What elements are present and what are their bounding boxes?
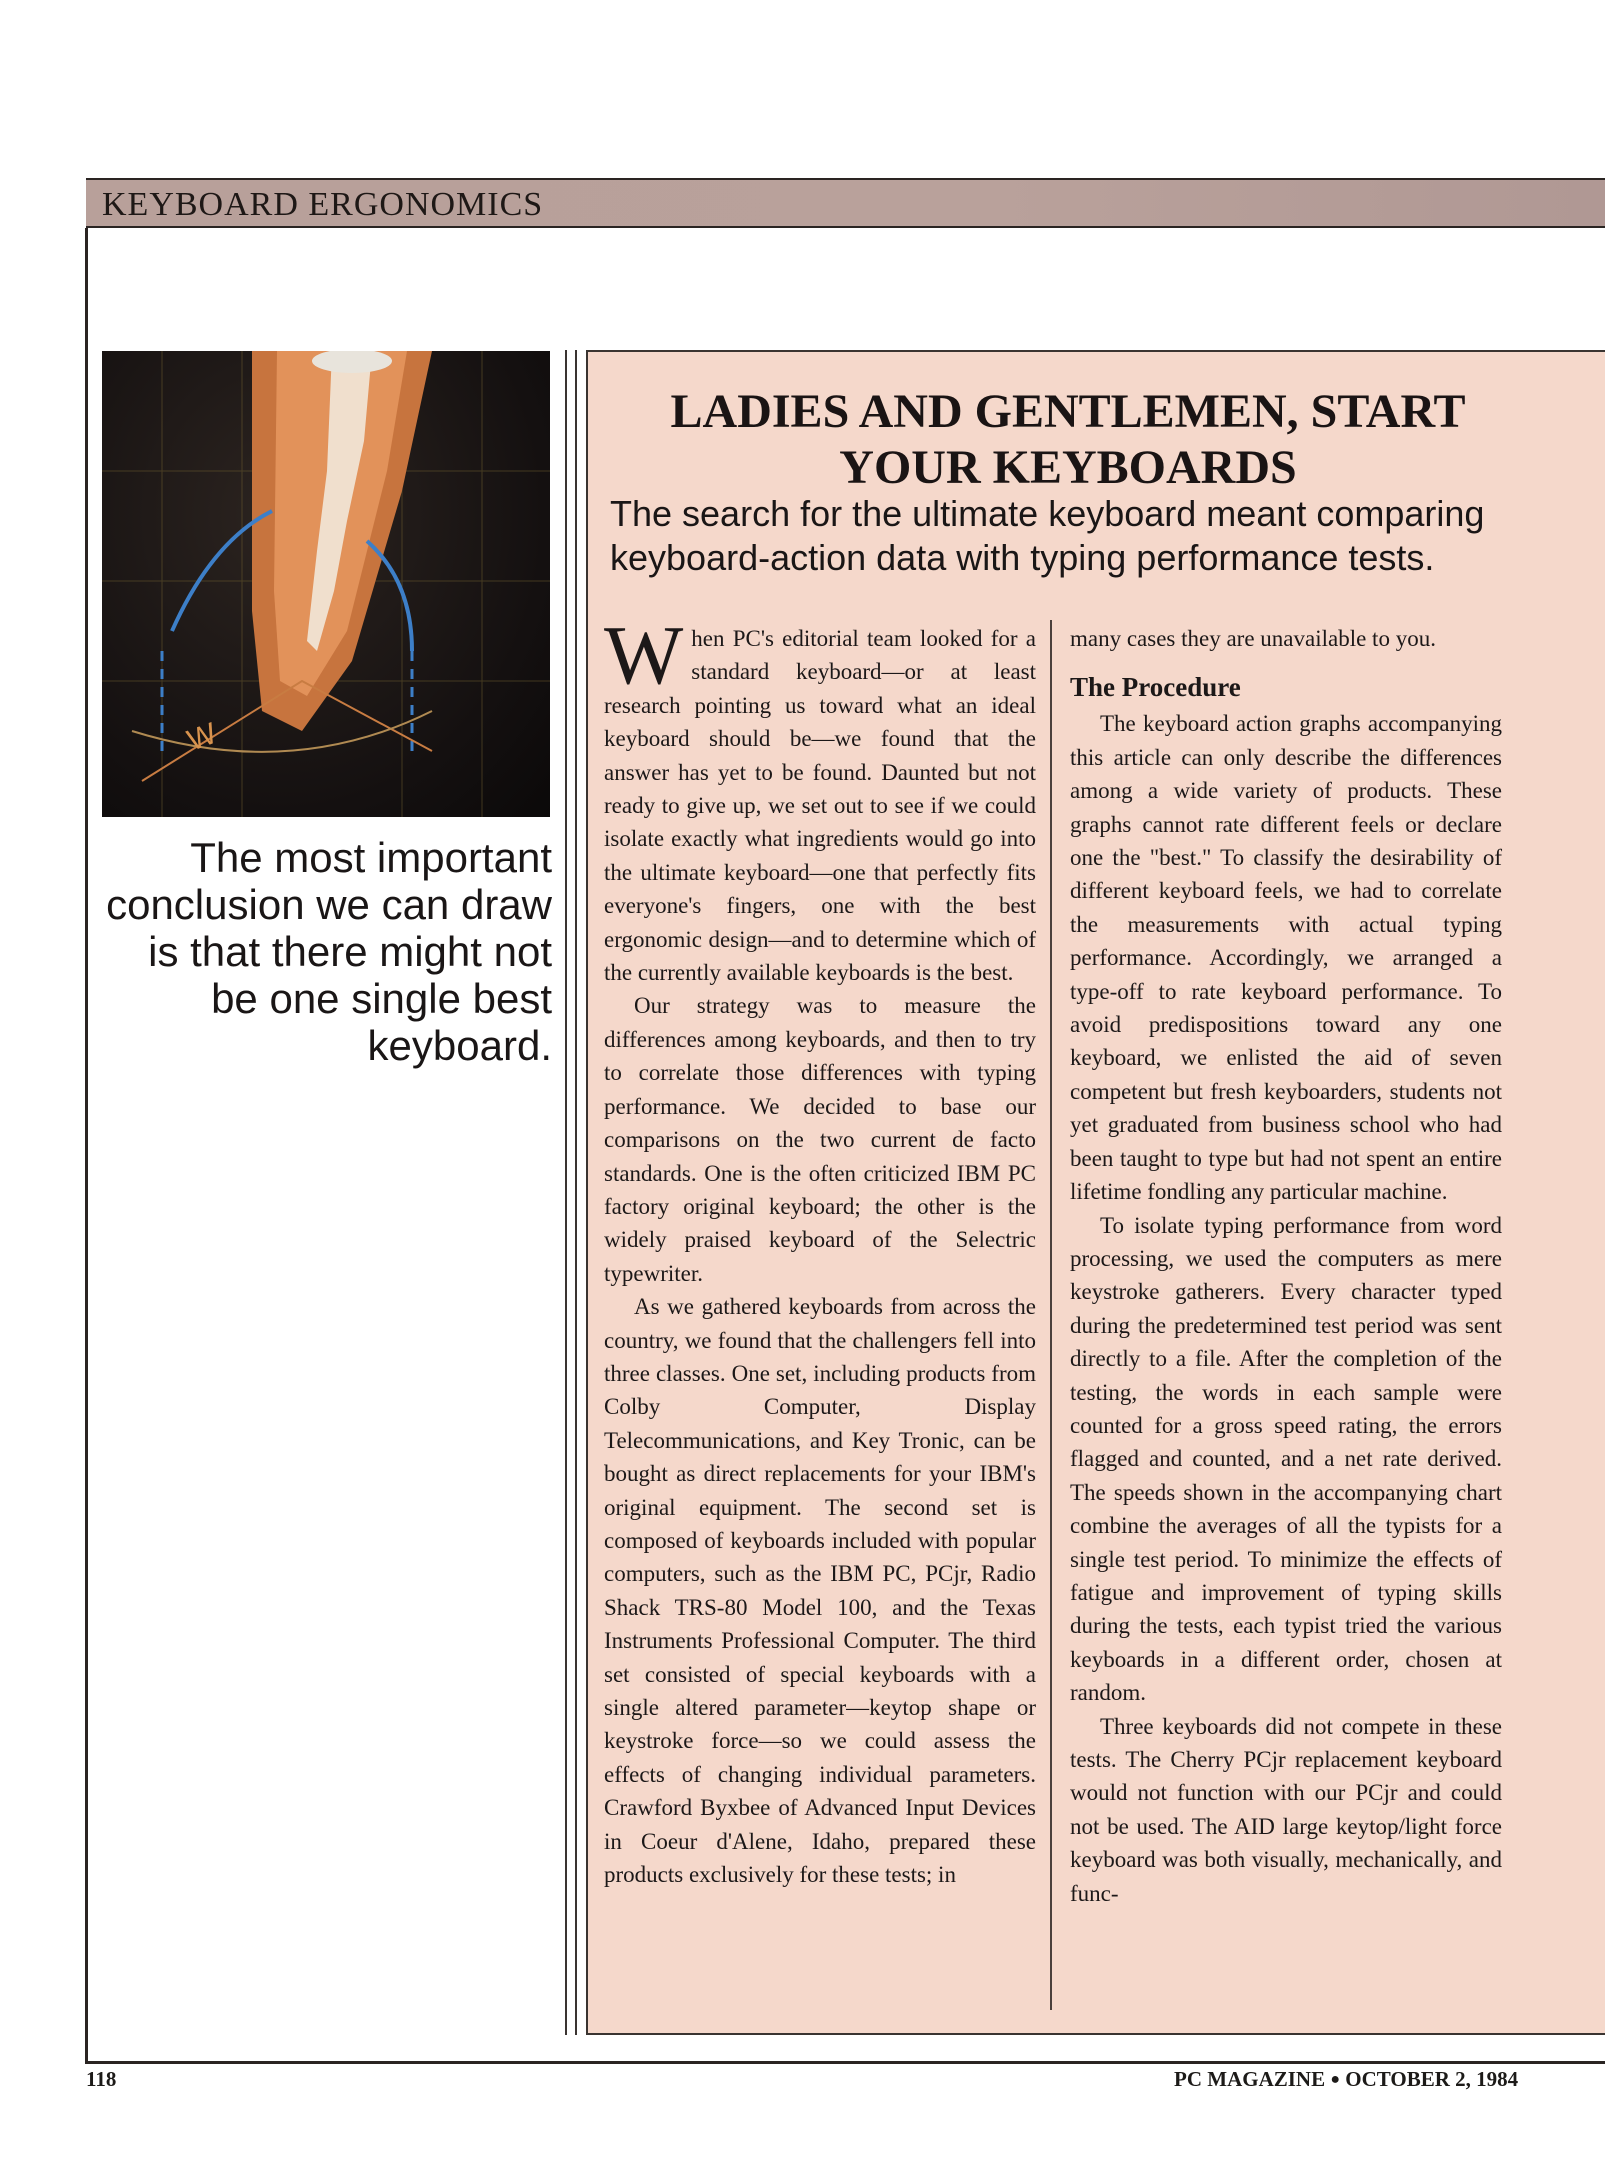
bullet-icon: ●: [1330, 2071, 1341, 2088]
paragraph: The keyboard action graphs accompanying this article can only describe the differences among a wide variety of products. These graphs cannot rate different feels or declare one the "best." To classify the desirability of different keyboard feels, we had to correlate the measurements with actual typing performance. Accordingly, we arranged a type-off to rate keyboard performance. To avoid predispositions toward any one keyboard, we enlisted the aid of seven competent but fresh keyboarders, students not yet graduated from business school who had been taught to type but had not spent an entire lifetime fondling any particular machine.: [1070, 711, 1502, 1205]
headline-line-1: LADIES AND GENTLEMEN, START: [670, 385, 1466, 438]
section-header-band: [86, 178, 1605, 228]
paragraph: [604, 609, 1036, 989]
article-column-2: [1070, 622, 1502, 1910]
drop-cap: W: [604, 609, 684, 702]
headline-line-2: YOUR KEYBOARDS: [839, 441, 1297, 494]
column-rule: [575, 350, 577, 2035]
frame-left-rule: [85, 228, 88, 2064]
running-footer: [1174, 2067, 1518, 2092]
section-header: KEYBOARD ERGONOMICS: [102, 186, 544, 223]
article-deck: The search for the ultimate keyboard meant comparing keyboard-action data with typing performance tests.: [610, 493, 1485, 578]
frame-bottom-rule: [85, 2061, 1605, 2064]
subhead-procedure: The Procedure: [1070, 672, 1241, 703]
photo-label: W: [183, 716, 222, 758]
sidebar-article: [586, 350, 1605, 2035]
column-rule: [565, 350, 567, 2035]
paragraph: To isolate typing performance from word processing, we used the computers as mere keystroke gatherers. Every character typed during the predetermined test period was sent directly to a file. After the completion of the testing, the words in each sample were counted for a gross speed rating, the errors flagged and counted, and a net rate derived. The speeds shown in the accompanying chart combine the averages of all the typists for a single test period. To minimize the effects of fatigue and improvement of typing skills during the tests, each typist tried the various keyboards in a different order, chosen at random.: [1070, 1212, 1502, 1706]
paragraph-text: hen PC's editorial team looked for a standard keyboard—or at least research pointing us toward what an ideal keyboard should be—we found that the answer has yet to be found. Daunted but not ready to give up, we set out to see if we could isolate exactly what ingredients would go into the ultimate keyboard—one that perfectly fits everyone's fingers, one with the best ergonomic design—and to determine which of the currently available keyboards is the best.: [604, 626, 1036, 986]
issue-date: OCTOBER 2, 1984: [1345, 2067, 1519, 2091]
paragraph: As we gathered keyboards from across the country, we found that the challengers fell into three classes. One set, including products from Colby Computer, Display Telecommunications, and Key Tronic, can be bought as direct replacements for your IBM's original equipment. The second set is composed of keyboards included with popular computers, such as the IBM PC, PCjr, Radio Shack TRS-80 Model 100, and the Texas Instruments Professional Computer. The third set consisted of special keyboards with a single altered parameter—keytop shape or keystroke force—so we could assess the effects of changing individual parameters. Crawford Byxbee of Advanced Input Devices in Coeur d'Alene, Idaho, prepared these products exclusively for these tests; in: [604, 1294, 1036, 1888]
pull-quote: The most important conclusion we can draw is that there might not be one single best keyboard.: [106, 834, 552, 1069]
column-divider: [1050, 620, 1052, 2010]
finger-illustration: [102, 351, 550, 817]
page-number: 118: [86, 2067, 117, 2091]
article-column-1: [604, 609, 1036, 1891]
paragraph: many cases they are unavailable to you.: [1070, 626, 1436, 651]
publication-name: PC MAGAZINE: [1174, 2067, 1326, 2091]
paragraph: Three keyboards did not compete in these tests. The Cherry PCjr replacement keyboard would not function with our PCjr and could not be used. The AID large keytop/light force keyboard was both visually, mechanically, and func-: [1070, 1713, 1502, 1906]
finger-keystroke-photo: [102, 351, 550, 817]
article-headline: [588, 384, 1548, 496]
paragraph: Our strategy was to measure the differences among keyboards, and then to try to correlate those differences with typing performance. We decided to base our comparisons on the two current de facto standards. One is the often criticized IBM PC factory original keyboard; the other is the widely praised keyboard of the Selectric typewriter.: [604, 993, 1036, 1286]
